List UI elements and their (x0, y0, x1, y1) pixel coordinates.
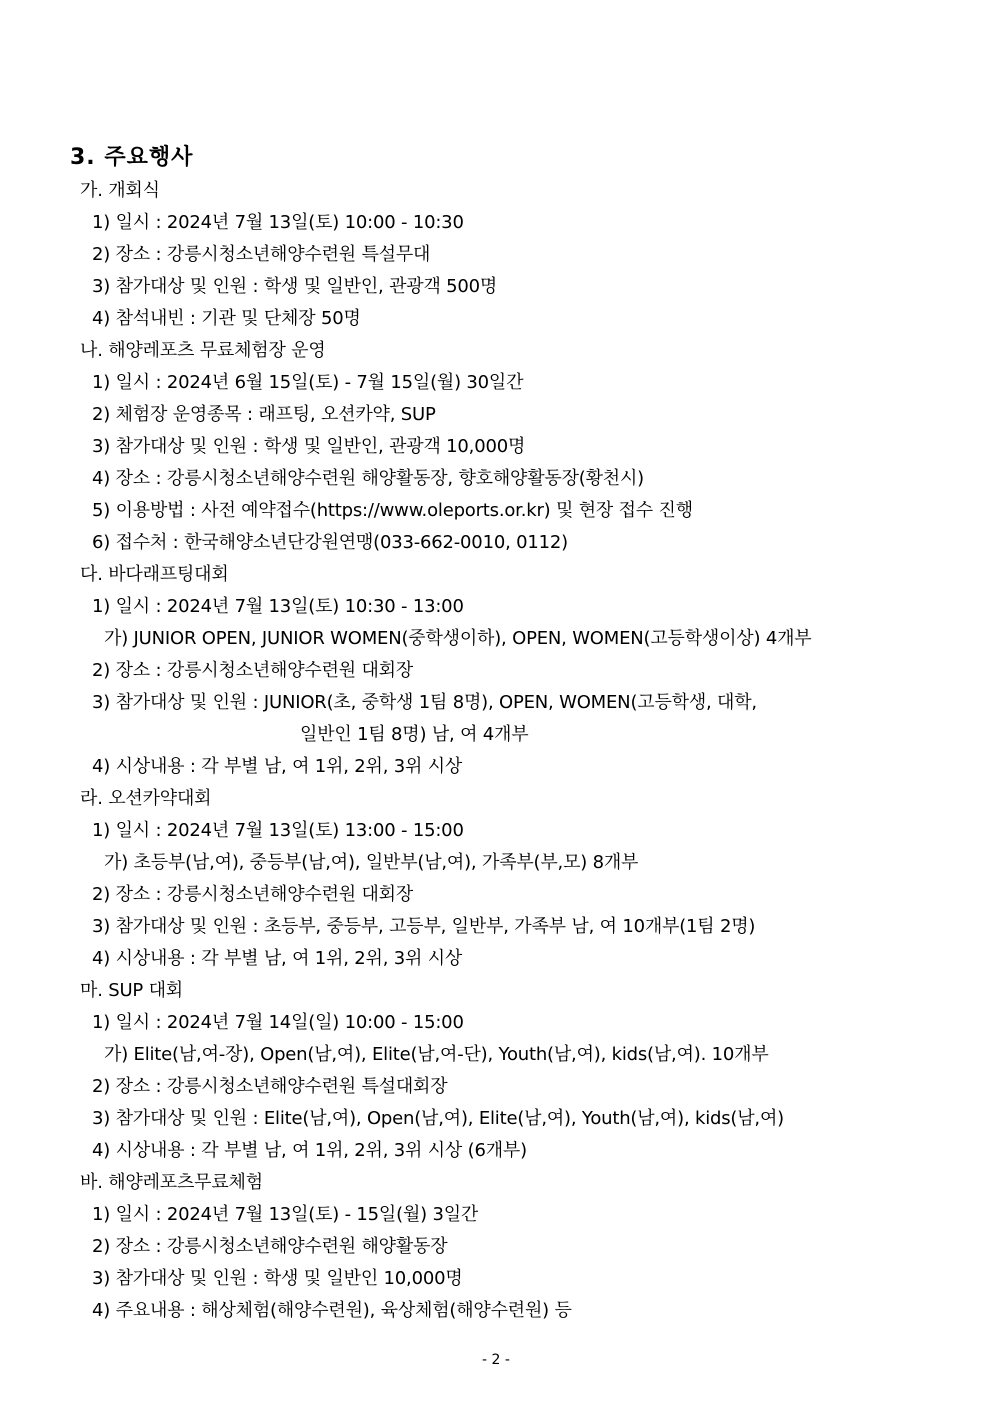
list-item: 2) 체험장 운영종목 : 래프팅, 오션카약, SUP (92, 404, 436, 425)
list-item: 1) 일시 : 2024년 7월 13일(토) 10:00 - 10:30 (92, 212, 464, 233)
list-item: 1) 일시 : 2024년 7월 14일(일) 10:00 - 15:00 (92, 1012, 464, 1033)
sub-list-item: 가) Elite(남,여-장), Open(남,여), Elite(남,여-단), Youth(남,여), kids(남,여). 10개부 (104, 1044, 769, 1065)
section-heading: 3. 주요행사 (70, 145, 194, 170)
page-number: - 2 - (482, 1352, 510, 1368)
list-item: 3) 참가대상 및 인원 : JUNIOR(초, 중학생 1팀 8명), OPEN, WOMEN(고등학생, 대학, (92, 692, 757, 713)
list-item: 2) 장소 : 강릉시청소년해양수련원 특설무대 (92, 244, 431, 265)
list-item: 1) 일시 : 2024년 7월 13일(토) 10:30 - 13:00 (92, 596, 464, 617)
subsection-title: 다. 바다래프팅대회 (80, 564, 229, 585)
sub-list-item: 가) 초등부(남,여), 중등부(남,여), 일반부(남,여), 가족부(부,모) 8개부 (104, 852, 639, 873)
list-item-continuation: 일반인 1팀 8명) 남, 여 4개부 (300, 724, 529, 745)
list-item: 1) 일시 : 2024년 6월 15일(토) - 7월 15일(월) 30일간 (92, 372, 524, 393)
subsection-title: 나. 해양레포츠 무료체험장 운영 (80, 340, 326, 361)
list-item: 3) 참가대상 및 인원 : 학생 및 일반인 10,000명 (92, 1268, 463, 1289)
list-item: 4) 주요내용 : 해상체험(해양수련원), 육상체험(해양수련원) 등 (92, 1300, 572, 1321)
list-item: 6) 접수처 : 한국해양소년단강원연맹(033-662-0010, 0112) (92, 532, 568, 553)
list-item: 1) 일시 : 2024년 7월 13일(토) 13:00 - 15:00 (92, 820, 464, 841)
list-item: 3) 참가대상 및 인원 : 학생 및 일반인, 관광객 10,000명 (92, 436, 526, 457)
list-item: 4) 장소 : 강릉시청소년해양수련원 해양활동장, 향호해양활동장(황천시) (92, 468, 644, 489)
sub-list-item: 가) JUNIOR OPEN, JUNIOR WOMEN(중학생이하), OPEN, WOMEN(고등학생이상) 4개부 (104, 628, 812, 649)
list-item: 3) 참가대상 및 인원 : 초등부, 중등부, 고등부, 일반부, 가족부 남, 여 10개부(1팀 2명) (92, 916, 756, 937)
list-item: 5) 이용방법 : 사전 예약접수(https://www.oleports.or.kr) 및 현장 접수 진행 (92, 500, 693, 521)
list-item: 4) 시상내용 : 각 부별 남, 여 1위, 2위, 3위 시상 (6개부) (92, 1140, 527, 1161)
subsection-title: 라. 오션카약대회 (80, 788, 212, 809)
list-item: 1) 일시 : 2024년 7월 13일(토) - 15일(월) 3일간 (92, 1204, 479, 1225)
list-item: 3) 참가대상 및 인원 : 학생 및 일반인, 관광객 500명 (92, 276, 498, 297)
subsection-title: 바. 해양레포츠무료체험 (80, 1172, 263, 1193)
list-item: 2) 장소 : 강릉시청소년해양수련원 대회장 (92, 660, 414, 681)
list-item: 4) 참석내빈 : 기관 및 단체장 50명 (92, 308, 361, 329)
list-item: 4) 시상내용 : 각 부별 남, 여 1위, 2위, 3위 시상 (92, 948, 463, 969)
subsection-title: 가. 개회식 (80, 180, 160, 201)
list-item: 4) 시상내용 : 각 부별 남, 여 1위, 2위, 3위 시상 (92, 756, 463, 777)
list-item: 2) 장소 : 강릉시청소년해양수련원 해양활동장 (92, 1236, 448, 1257)
list-item: 2) 장소 : 강릉시청소년해양수련원 대회장 (92, 884, 414, 905)
subsection-title: 마. SUP 대회 (80, 980, 183, 1001)
list-item: 2) 장소 : 강릉시청소년해양수련원 특설대회장 (92, 1076, 448, 1097)
list-item: 3) 참가대상 및 인원 : Elite(남,여), Open(남,여), Elite(남,여), Youth(남,여), kids(남,여) (92, 1108, 784, 1129)
